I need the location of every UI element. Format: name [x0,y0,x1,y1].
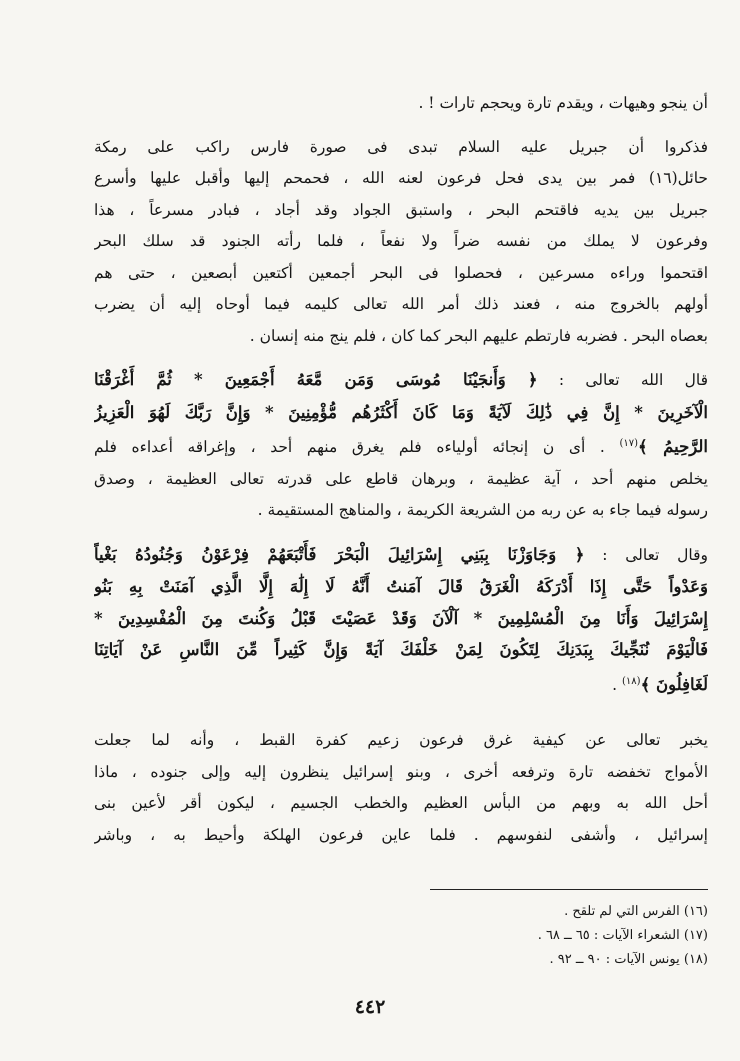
quran-verse: ﴿ وَأَنجَيْنَا مُوسَى وَمَن مَّعَهُ أَجْمَعِينَ * ثُمَّ أَغْرَقْنَا [94,370,538,389]
text-line: رسوله فيما جاء به عن ربه من الشريعة الكريمة ، والمناهج المستقيمة . [257,501,708,520]
quran-verse: الرَّحِيمُ ﴾ [638,437,708,457]
quran-verse: فَالْيَوْمَ نُنَجِّيكَ بِبَدَنِكَ لِتَكُونَ لِمَنْ خَلْفَكَ آيَةً وَإِنَّ كَثِيراً مِّنَ النَّاسِ عَنْ آيَاتِنَا [94,640,708,660]
footnote-divider [430,889,708,890]
period: . [612,675,618,694]
text-line: بعصاه البحر . فضربه فارتطم عليهم البحر كما كان ، فلم ينج منه إنسان . [249,326,708,345]
page-number: ٤٤٢ [354,996,386,1018]
text-line: يخبر تعالى عن كيفية غرق فرعون زعيم كفرة القبط ، وأنه لما جعلت [94,731,708,750]
text-line: وفرعون لا يملك من نفسه ضراً ولا نفعاً ، فلما رأته الجنود قد سلك البحر [94,232,708,250]
footnotes [300,900,708,972]
quran-verse: وَعَدْواً حَتَّى إِذَا أَدْرَكَهُ الْغَرَقُ قَالَ آمَنتُ أَنَّهُ لَا إِلَٰهَ إِلَّا الَّذِي آمَنَتْ بِهِ بَنُو [94,577,708,597]
text-line [94,539,708,572]
text-line [94,364,708,397]
quran-verse: ﴿ وَجَاوَزْنَا بِبَنِي إِسْرَائِيلَ الْبَحْرَ فَأَتْبَعَهُمْ فِرْعَوْنُ وَجُنُودُهُ بَغْياً [94,544,585,564]
verse-intro: قال الله تعالى : [558,371,708,389]
quran-verse: إِسْرَائِيلَ وَأَنَا مِنَ الْمُسْلِمِينَ * آلْآنَ وَقَدْ عَصَيْتَ قَبْلُ وَكُنتَ مِنَ الْمُفْسِدِينَ * [94,608,708,628]
footnote-ref-17: (١٧) [619,438,639,449]
text-line [94,666,708,702]
text-line: أن ينجو وهيهات ، ويقدم تارة ويحجم تارات ! . [418,94,708,112]
text-line: أولهم بالخروج منه ، فعند ذلك أمر الله تعالى كليمه فيما أوحاه إليه أن يضرب [94,295,708,313]
paragraph-pharaoh-chase [94,132,708,353]
text-line: إسرائيل ، وأشفى لنفوسهم . فلما عاين فرعون الهلكة وأحيط به ، وباشر [94,825,708,844]
text-line: اقتحموا وراءه مسرعين ، فحصلوا فى البحر أجمعين أكتعين أبصعين ، حتى هم [94,263,708,282]
quran-verse: لَغَافِلُونَ ﴾ [640,674,708,694]
footnote-ref-18: (١٨) [622,675,641,687]
text-line: حائل(١٦) فمر بين يدى فحل فرعون لعنه الله ، فحمحم إليها وأقبل عليها وأسرع [94,169,708,187]
text-line [94,428,708,464]
footnote-18: (١٨) يونس الآيات : ٩٠ ــ ٩٢ . [549,952,708,967]
body-text [94,88,708,851]
verse-intro: وقال تعالى : [602,545,708,564]
text-line: أحل الله به وبهم من البأس العظيم والخطب الجسيم ، ليكون أقر لأعين بنى [94,794,708,813]
text-line: الأمواج تخفضه تارة وترفعه أخرى ، وبنو إسرائيل ينظرون إليه وإلى جنوده ، ماذا [94,762,708,781]
footnote-17: (١٧) الشعراء الآيات : ٦٥ ــ ٦٨ . [537,928,708,943]
text-line: جبريل بين يديه فاقتحم البحر ، واستبق الجواد وقد أجاد ، فبادر مسرعاً ، هذا [94,200,708,219]
text-line: يخلص منهم أحد ، آية عظيمة ، وبرهان قاطع على قدرته تعالى العظيمة ، وصدق [94,469,708,488]
quran-verse: الْآخَرِينَ * إِنَّ فِي ذَٰلِكَ لَآيَةً وَمَا كَانَ أَكْثَرُهُم مُّؤْمِنِينَ * وَإِنَّ رَبَّكَ لَهُوَ الْعَزِيزُ [94,402,708,422]
commentary-text: . أى ن إنجائه أولياءه فلم يغرق منهم أحد ، وإغراقه أعداءه فلم [94,438,605,457]
paragraph-quran-yunus [94,539,708,702]
text-line: فذكروا أن جبريل عليه السلام تبدى فى صورة فارس راكب على رمكة [94,137,708,156]
paragraph-quran-ashshuara [94,364,708,527]
paragraph-drowning [94,725,708,851]
footnote-16: (١٦) الفرس التي لم تلقح . [564,904,708,919]
